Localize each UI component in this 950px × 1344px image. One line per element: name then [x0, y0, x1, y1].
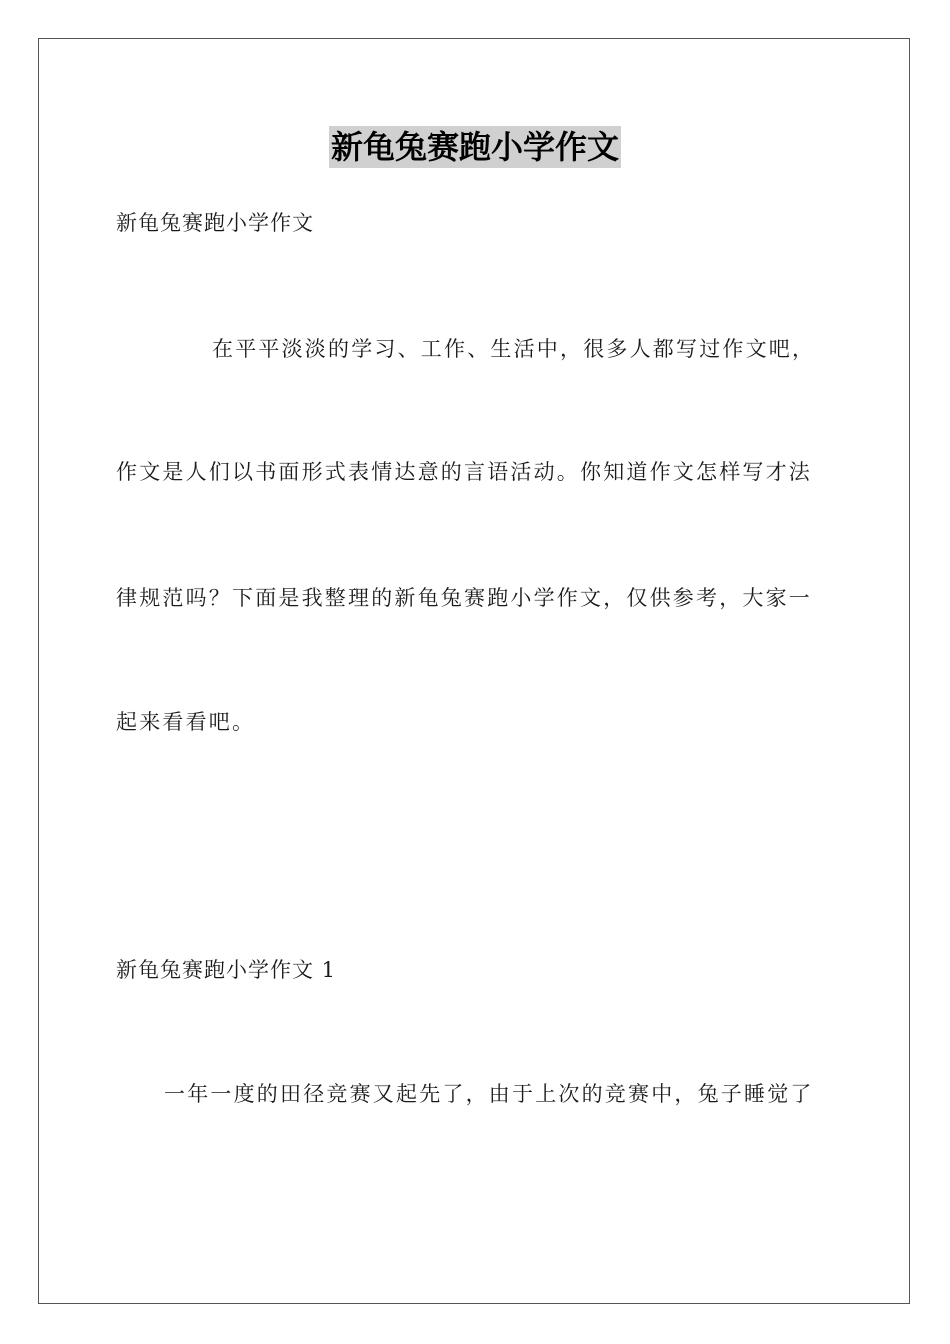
section-heading: 新龟兔赛跑小学作文 1	[116, 958, 337, 982]
intro-line: 在平平淡淡的学习、工作、生活中，很多人都写过作文吧，	[212, 337, 816, 361]
intro-line: 作文是人们以书面形式表情达意的言语活动。你知道作文怎样写才法	[116, 460, 812, 484]
title-container	[0, 126, 950, 168]
intro-line: 律规范吗？下面是我整理的新龟兔赛跑小学作文，仅供参考，大家一	[116, 586, 812, 610]
document-subtitle: 新龟兔赛跑小学作文	[116, 211, 314, 235]
document-title: 新龟兔赛跑小学作文	[330, 128, 619, 166]
intro-line: 起来看看吧。	[116, 710, 256, 734]
body-line: 一年一度的田径竞赛又起先了，由于上次的竞赛中，兔子睡觉了	[164, 1082, 814, 1106]
